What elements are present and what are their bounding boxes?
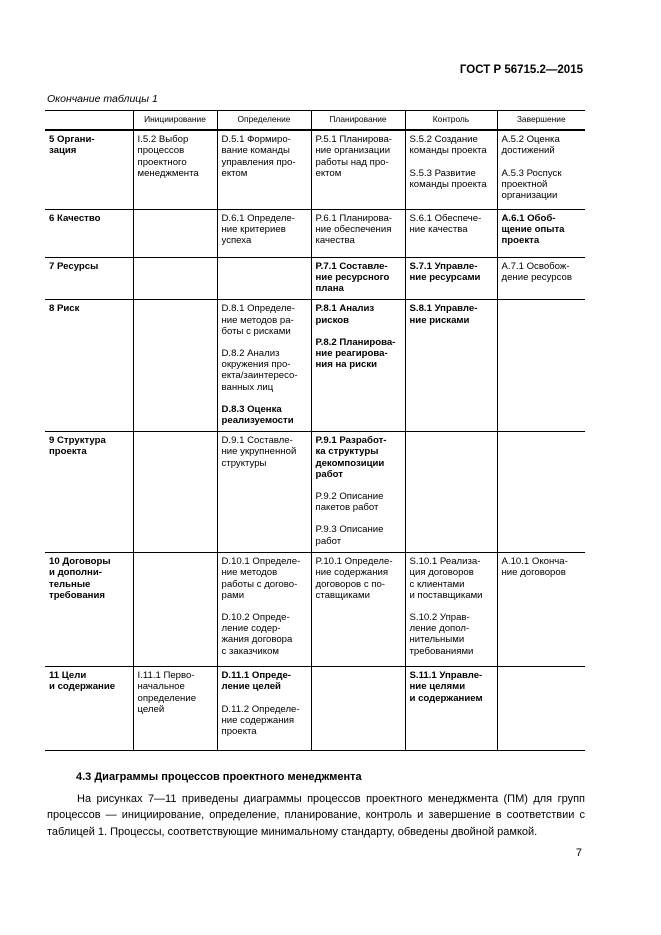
process-entry: P.5.1 Планирова- ние организации работы над про- ектом <box>315 134 393 179</box>
process-cell <box>497 553 585 667</box>
process-cell <box>405 257 497 300</box>
process-entry: A.7.1 Освобож- дение ресурсов <box>501 260 572 283</box>
process-entry: P.9.3 Описание работ <box>315 524 384 547</box>
subject-group-label: 5 Органи- зация <box>49 134 95 157</box>
subject-group-cell <box>45 553 133 667</box>
process-cell <box>497 257 585 300</box>
subject-group-label: 11 Цели и содержание <box>49 670 116 693</box>
process-cell <box>311 667 405 751</box>
process-cell <box>217 130 311 209</box>
process-cell <box>217 667 311 751</box>
process-entry: S.10.1 Реализа- ция договоров с клиентами и поставщиками <box>409 556 483 601</box>
process-cell <box>311 257 405 300</box>
process-entry: S.10.2 Управ- ление допол- нительными требованиями <box>409 611 474 657</box>
process-entry: P.8.2 Планирова- ние реагирова- ния на риски <box>315 336 396 371</box>
process-entry: P.8.1 Анализ рисков <box>315 303 375 326</box>
process-cell <box>311 130 405 209</box>
process-entry: S.5.2 Создание команды проекта <box>409 134 487 157</box>
process-entry: D.10.1 Определе- ние методов работы с догово- рами <box>221 556 301 601</box>
process-entry: D.8.1 Определе- ние методов ра- боты с рисками <box>221 303 295 337</box>
process-entry: A.5.2 Оценка достижений <box>501 134 560 157</box>
header-cell-planning: Планирование <box>311 111 405 131</box>
section-heading: 4.3 Диаграммы процессов проектного менеджмента <box>76 771 362 783</box>
process-cell <box>133 667 217 751</box>
subject-group-cell <box>45 257 133 300</box>
process-entry: S.8.1 Управле- ние рисками <box>409 303 478 326</box>
process-cell <box>133 130 217 209</box>
table-row <box>45 667 585 751</box>
process-entry: S.6.1 Обеспече- ние качества <box>409 212 482 235</box>
table-header-row <box>45 111 585 131</box>
process-entry: S.5.3 Развитие команды проекта <box>409 167 487 190</box>
table-row <box>45 130 585 209</box>
process-entry: I.5.2 Выбор процессов проектного менеджмента <box>137 134 199 179</box>
process-entry: D.8.2 Анализ окружения про- екта/заинтересо- ванных лиц <box>221 347 298 393</box>
table-caption: Окончание таблицы 1 <box>47 93 158 105</box>
process-cell <box>405 130 497 209</box>
subject-group-cell <box>45 130 133 209</box>
table-row <box>45 432 585 553</box>
process-table <box>45 110 585 751</box>
process-cell <box>133 553 217 667</box>
process-entry: A.5.3 Роспуск проектной организации <box>501 167 562 202</box>
process-cell <box>497 300 585 432</box>
process-entry: S.11.1 Управле- ние целями и содержанием <box>409 670 483 704</box>
process-cell <box>497 130 585 209</box>
process-cell <box>405 553 497 667</box>
process-entry: D.8.3 Оценка реализуемости <box>221 403 294 426</box>
subject-group-cell <box>45 432 133 553</box>
process-cell <box>405 300 497 432</box>
process-entry: P.6.1 Планирова- ние обеспечения качества <box>315 212 393 247</box>
page-number: 7 <box>575 847 582 859</box>
subject-group-cell <box>45 667 133 751</box>
process-cell <box>405 667 497 751</box>
process-entry: D.6.1 Определе- ние критериев успеха <box>221 212 295 247</box>
process-cell <box>405 209 497 257</box>
table-row <box>45 257 585 300</box>
header-cell-closing: Завершение <box>497 111 585 131</box>
header-cell-subject-group <box>45 111 133 131</box>
table-row <box>45 300 585 432</box>
header-cell-defining: Определение <box>217 111 311 131</box>
process-entry: D.9.1 Составле- ние укрупненной структуры <box>221 435 297 469</box>
process-entry: S.7.1 Управле- ние ресурсами <box>409 260 481 283</box>
process-entry: P.9.1 Разработ- ка структуры декомпозиции работ <box>315 435 387 480</box>
process-entry: D.10.2 Опреде- ление содер- жания договора с заказчиком <box>221 611 293 657</box>
subject-group-cell <box>45 209 133 257</box>
process-entry: A.6.1 Обоб- щение опыта проекта <box>501 212 565 247</box>
process-cell <box>133 300 217 432</box>
process-cell <box>217 553 311 667</box>
process-entry: I.11.1 Перво- начальное определение целей <box>137 670 197 715</box>
process-cell <box>311 432 405 553</box>
process-entry: P.9.2 Описание пакетов работ <box>315 490 384 514</box>
header-cell-initiating: Инициирование <box>133 111 217 131</box>
process-cell <box>133 257 217 300</box>
process-cell <box>217 257 311 300</box>
standard-designation: ГОСТ Р 56715.2—2015 <box>459 64 583 76</box>
process-cell <box>133 432 217 553</box>
subject-group-label: 10 Договоры и дополни- тельные требования <box>49 556 111 601</box>
process-cell <box>217 300 311 432</box>
process-cell <box>497 667 585 751</box>
process-cell <box>405 432 497 553</box>
table-row <box>45 209 585 257</box>
subject-group-label: 6 Качество <box>49 212 101 224</box>
table-row <box>45 553 585 667</box>
process-entry: P.10.1 Определе- ние содержания договоров с по- ставщиками <box>315 556 393 601</box>
process-cell <box>217 432 311 553</box>
subject-group-cell <box>45 300 133 432</box>
process-cell <box>217 209 311 257</box>
header-cell-controlling: Контроль <box>405 111 497 131</box>
process-entry: A.10.1 Оконча- ние договоров <box>501 556 568 579</box>
subject-group-label: 7 Ресурсы <box>49 260 99 272</box>
process-cell <box>497 432 585 553</box>
process-cell <box>311 553 405 667</box>
process-cell <box>311 209 405 257</box>
process-entry: D.11.1 Опреде- ление целей <box>221 670 291 693</box>
process-entry: P.7.1 Составле- ние ресурсного плана <box>315 260 390 295</box>
section-paragraph: На рисунках 7—11 приведены диаграммы процессов проектного менеджмента (ПМ) для групп процессов — инициирование, определение, планирование, контроль и завершение в соответствии с таблицей 1. Процессы, соответствующие минимальному стандарту, обведены двойной рамкой. <box>47 793 585 838</box>
process-cell <box>133 209 217 257</box>
process-entry: D.5.1 Формиро- вание команды управления про- ектом <box>221 134 296 179</box>
process-cell <box>311 300 405 432</box>
process-entry: D.11.2 Определе- ние содержания проекта <box>221 703 300 737</box>
process-cell <box>497 209 585 257</box>
subject-group-label: 9 Структура проекта <box>49 435 106 458</box>
subject-group-label: 8 Риск <box>49 303 80 315</box>
